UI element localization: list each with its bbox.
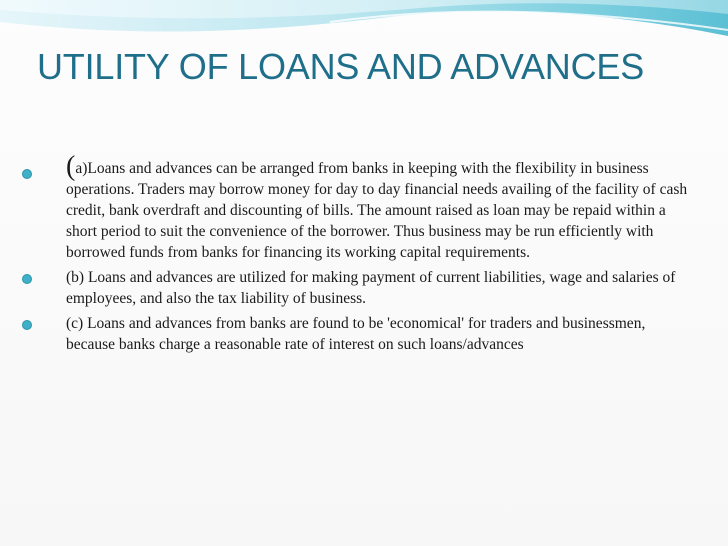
bullet-dot-icon [22, 169, 32, 179]
bullet-item-b [22, 267, 692, 309]
bullet-dot-icon [22, 274, 32, 284]
bullet-text: (b) Loans and advances are utilized for making payment of current liabilities, wage and salaries of employees, and also the tax liability of business. [66, 269, 676, 307]
bullet-text: a)Loans and advances can be arranged from banks in keeping with the flexibility in business operations. Traders may borrow money for day to day financial needs availing of the facility of cash credit, bank overdraft and discounting of bills. The amount raised as loan may be repaid within a short period to suit the convenience of the borrower. Thus business may be run efficiently with borrowed funds from banks for financing its working capital requirements. [66, 160, 688, 261]
bullet-item-c [22, 313, 692, 355]
bullet-text: (c) Loans and advances from banks are found to be 'economical' for traders and businessmen, because banks charge a reasonable rate of interest on such loans/advances [66, 315, 646, 353]
bullet-lead-paren: ( [66, 151, 76, 182]
bullet-dot-icon [22, 320, 32, 330]
bullet-list [22, 151, 692, 359]
slide-title: UTILITY OF LOANS AND ADVANCES [37, 46, 645, 87]
bullet-item-a [22, 151, 692, 263]
